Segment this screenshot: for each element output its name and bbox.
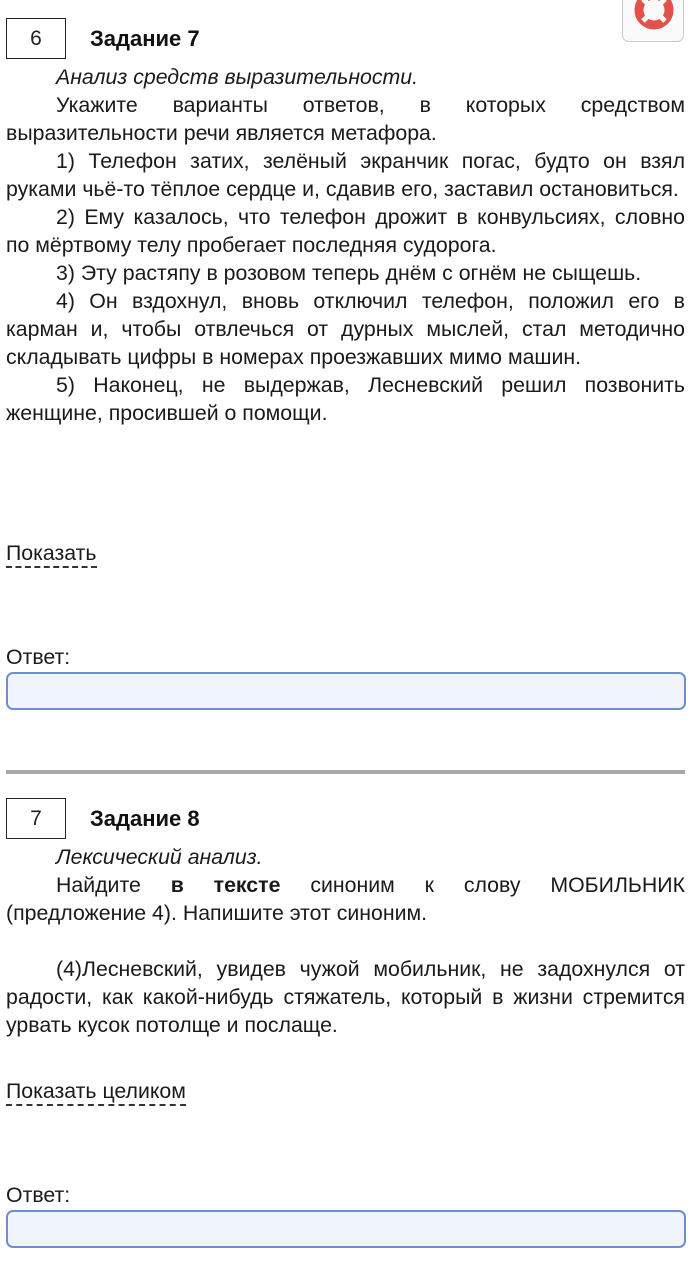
answer-label: Ответ: bbox=[6, 1183, 71, 1207]
lifebuoy-icon bbox=[634, 0, 674, 30]
task-number-box: 7 bbox=[6, 798, 66, 839]
question-emphasis: в тексте bbox=[170, 873, 281, 897]
source-quote: (4)Лесневский, увидев чужой мобильник, не задохнулся от радости, как какой-нибудь стяжатель, который в жизни стремится урвать кусок потолще и послаще. bbox=[6, 957, 685, 1037]
question-text: синоним к слову МОБИЛЬНИК (предложение 4). Напишите этот синоним. bbox=[6, 873, 685, 925]
task-number-box: 6 bbox=[6, 18, 66, 59]
task-question bbox=[6, 871, 685, 927]
option-2: 2) Ему казалось, что телефон дрожит в конвульсиях, словно по мёртвому телу пробегает последняя судорога. bbox=[6, 205, 685, 257]
show-solution-link[interactable]: Показать bbox=[6, 540, 97, 568]
task-subtitle: Лексический анализ. bbox=[56, 845, 263, 869]
task-body bbox=[6, 63, 685, 427]
show-full-text-link[interactable]: Показать целиком bbox=[6, 1078, 186, 1106]
task-title: Задание 8 bbox=[90, 806, 200, 831]
option-1: 1) Телефон затих, зелёный экранчик погас, будто он взял руками чьё-то тёплое сердце и, сдавив его, заставил остановиться. bbox=[6, 149, 685, 201]
option-3: 3) Эту растяпу в розовом теперь днём с огнём не сыщешь. bbox=[56, 261, 642, 285]
task-body bbox=[6, 843, 685, 1039]
answer-input[interactable] bbox=[6, 1210, 686, 1248]
option-5: 5) Наконец, не выдержав, Лесневский решил позвонить женщине, просившей о помощи. bbox=[6, 373, 685, 425]
answer-input[interactable] bbox=[6, 672, 686, 710]
task-question: Укажите варианты ответов, в которых средством выразительности речи является метафора. bbox=[6, 93, 685, 145]
task-subtitle: Анализ средств выразительности. bbox=[56, 65, 419, 89]
option-4: 4) Он вздохнул, вновь отключил телефон, положил его в карман и, чтобы отвлечься от дурных мыслей, стал методично складывать цифры в номерах проезжавших мимо машин. bbox=[6, 289, 685, 369]
divider bbox=[6, 770, 685, 774]
question-text: Найдите bbox=[56, 873, 171, 897]
help-button[interactable] bbox=[622, 0, 684, 42]
answer-label: Ответ: bbox=[6, 645, 71, 669]
task-title: Задание 7 bbox=[90, 26, 200, 51]
